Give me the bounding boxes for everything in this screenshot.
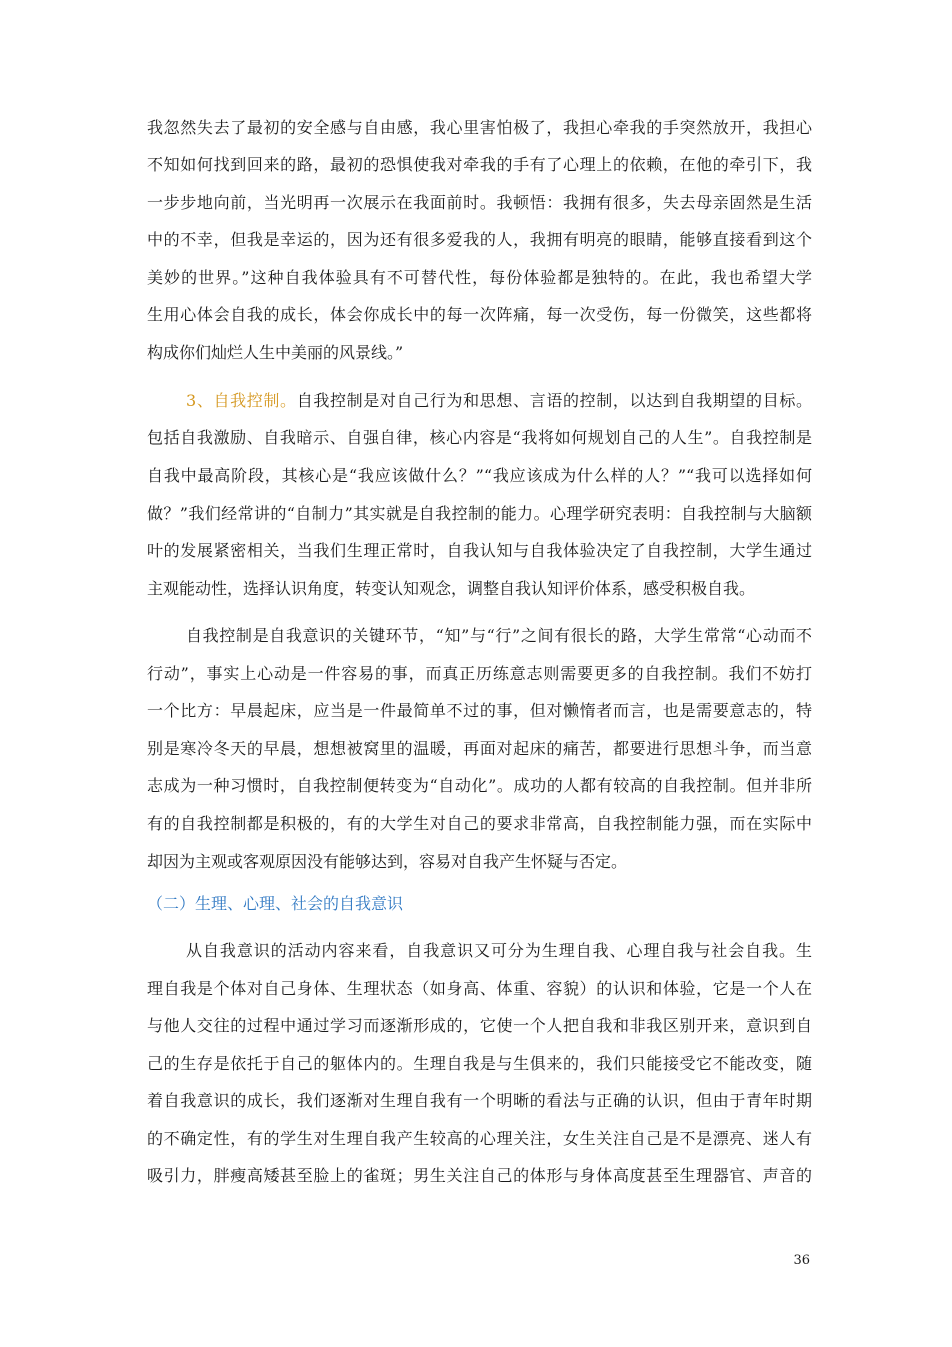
paragraph-line: 与他人交往的过程中通过学习而逐渐形成的，它使一个人把自我和非我区别开来，意识到自	[147, 1016, 812, 1035]
paragraph-line: 着自我意识的成长，我们逐渐对生理自我有一个明晰的看法与正确的认识，但由于青年时期	[147, 1091, 812, 1110]
paragraph-line: 做？”我们经常讲的“自制力”其实就是自我控制的能力。心理学研究表明：自我控制与大脑额	[147, 504, 812, 523]
paragraph-line: 的不确定性，有的学生对生理自我产生较高的心理关注，女生关注自己是不是漂亮、迷人有	[147, 1129, 812, 1148]
paragraph-line: 不知如何找到回来的路，最初的恐惧使我对牵我的手有了心理上的依赖，在他的牵引下，我	[147, 155, 812, 174]
item3-heading: 3、自我控制。	[186, 391, 297, 410]
paragraph-line: 美妙的世界。”这种自我体验具有不可替代性，每份体验都是独特的。在此，我也希望大学	[147, 268, 812, 287]
page-number: 36	[793, 1253, 810, 1268]
paragraph-line: 中的不幸，但我是幸运的，因为还有很多爱我的人，我拥有明亮的眼睛，能够直接看到这个	[147, 230, 812, 249]
paragraph-line: 我忽然失去了最初的安全感与自由感，我心里害怕极了，我担心牵我的手突然放开，我担心	[147, 118, 812, 137]
paragraph-line: 一步步地向前，当光明再一次展示在我面前时。我顿悟：我拥有很多，失去母亲固然是生活	[147, 193, 812, 212]
paragraph-line: 别是寒冷冬天的早晨，想想被窝里的温暖，再面对起床的痛苦，都要进行思想斗争，而当意	[147, 739, 812, 758]
paragraph-line: 从自我意识的活动内容来看，自我意识又可分为生理自我、心理自我与社会自我。生	[186, 941, 812, 960]
paragraph-line: 志成为一种习惯时，自我控制便转变为“自动化”。成功的人都有较高的自我控制。但并非所	[147, 776, 812, 795]
paragraph-line: 吸引力，胖瘦高矮甚至脸上的雀斑；男生关注自己的体形与身体高度甚至生理器官、声音的	[147, 1166, 812, 1185]
paragraph-line: 自我控制是自我意识的关键环节，“知”与“行”之间有很长的路，大学生常常“心动而不	[186, 626, 812, 645]
paragraph-line: 理自我是个体对自己身体、生理状态（如身高、体重、容貌）的认识和体验，它是一个人在	[147, 979, 812, 998]
paragraph-line: 自我中最高阶段，其核心是“我应该做什么？”“我应该成为什么样的人？”“我可以选择如何	[147, 466, 812, 485]
paragraph-line: 主观能动性，选择认识角度，转变认知观念，调整自我认知评价体系，感受积极自我。	[147, 579, 756, 598]
paragraph-line: 叶的发展紧密相关，当我们生理正常时，自我认知与自我体验决定了自我控制，大学生通过	[147, 541, 812, 560]
paragraph-line: 己的生存是依托于自己的躯体内的。生理自我是与生俱来的，我们只能接受它不能改变，随	[147, 1054, 812, 1073]
paragraph-line: 有的自我控制都是积极的，有的大学生对自己的要求非常高，自我控制能力强，而在实际中	[147, 814, 812, 833]
paragraph-line: 一个比方：早晨起床，应当是一件最简单不过的事，但对懒惰者而言，也是需要意志的，特	[147, 701, 812, 720]
paragraph-line: 却因为主观或客观原因没有能够达到，容易对自我产生怀疑与否定。	[147, 852, 628, 871]
item3-first-line	[186, 383, 812, 419]
item3-first-line-text: 自我控制是对自己行为和思想、言语的控制，以达到自我期望的目标。	[296, 391, 812, 410]
section-heading: （二）生理、心理、社会的自我意识	[147, 894, 404, 913]
paragraph-line: 生用心体会自我的成长，体会你成长中的每一次阵痛，每一次受伤，每一份微笑，这些都将	[147, 305, 812, 324]
paragraph-line: 包括自我激励、自我暗示、自强自律，核心内容是“我将如何规划自己的人生”。自我控制是	[147, 428, 812, 447]
paragraph-line: 行动”，事实上心动是一件容易的事，而真正历练意志则需要更多的自我控制。我们不妨打	[147, 664, 812, 683]
paragraph-line: 构成你们灿烂人生中美丽的风景线。”	[147, 343, 404, 362]
